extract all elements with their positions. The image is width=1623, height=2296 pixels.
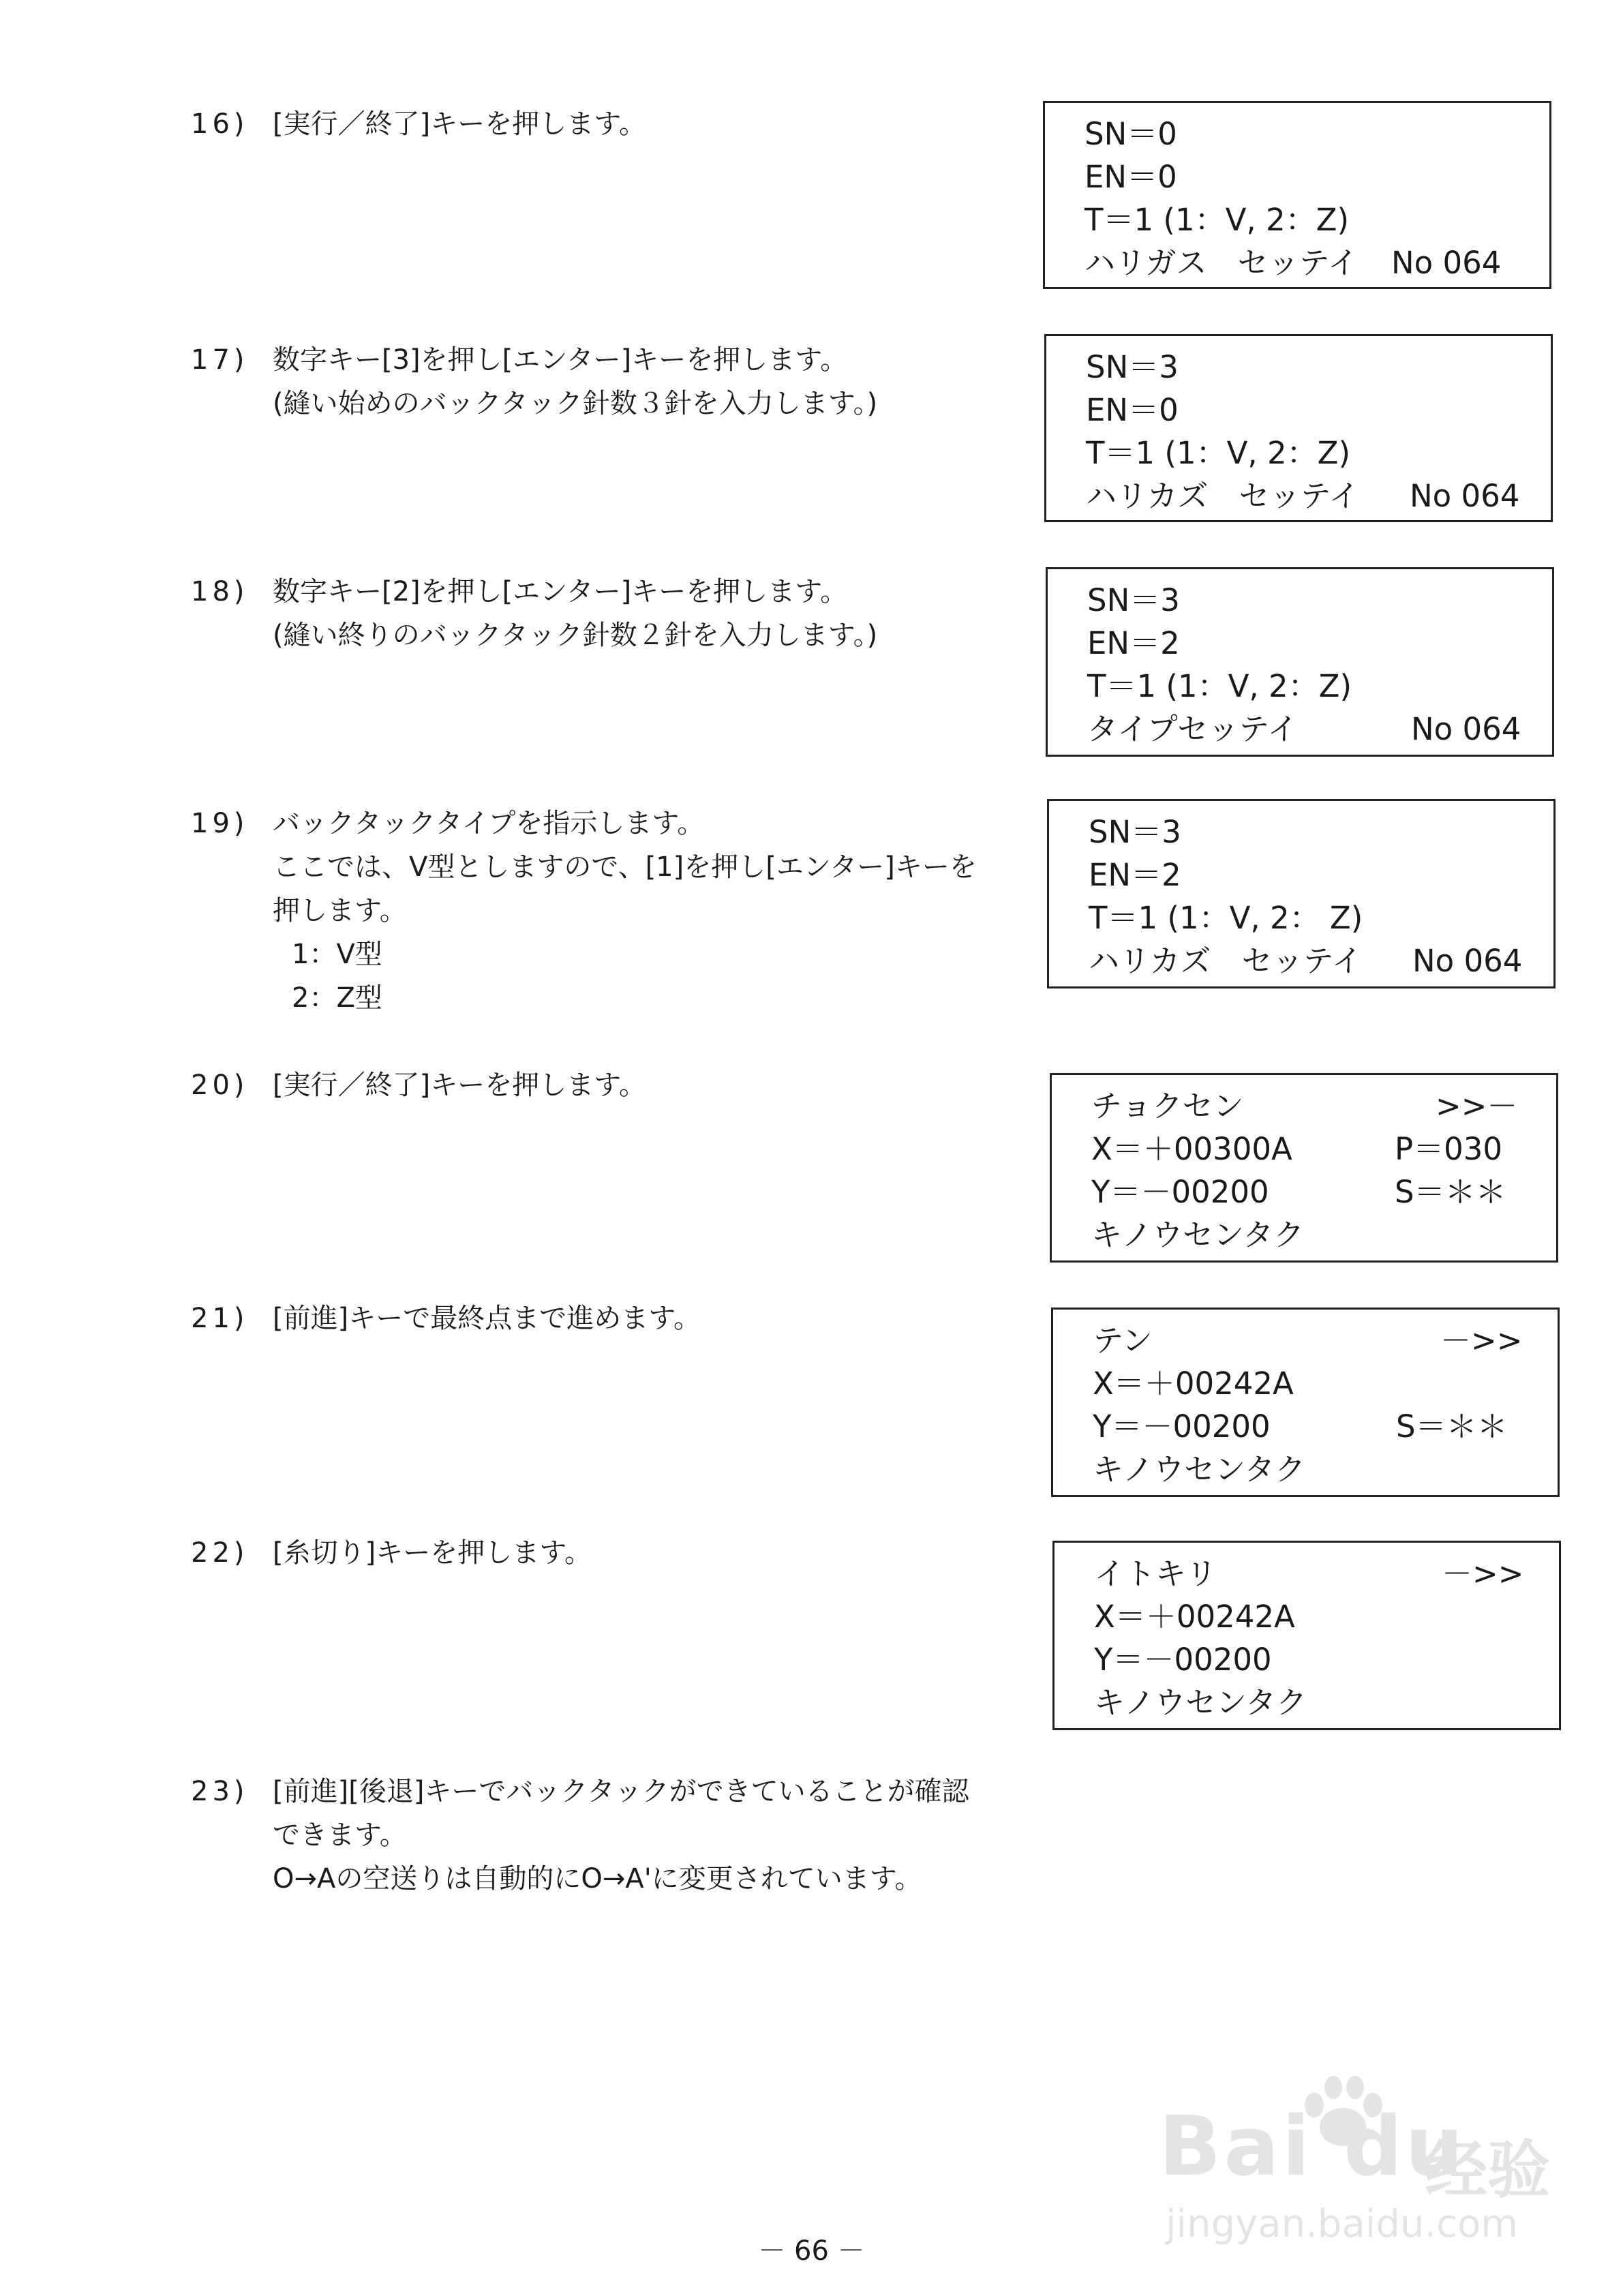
lcd-row (1089, 896, 1553, 939)
step-line: ここでは、V型としますので、[1]を押し[エンター]キーを (273, 851, 977, 883)
step-text (273, 802, 1029, 1020)
lcd-text: SN＝3 (1087, 582, 1180, 618)
lcd-row (1091, 1170, 1556, 1213)
lcd-row (1086, 346, 1551, 389)
lcd-text: X＝＋00242A (1093, 1365, 1294, 1402)
lcd-row (1094, 1595, 1559, 1638)
lcd-row (1087, 665, 1552, 708)
lcd-text: T＝1 (1：V, 2：Z) (1087, 668, 1352, 704)
step-line: [実行／終了]キーを押します。 (273, 108, 647, 140)
step-19 (191, 802, 1029, 1020)
option-v-type: 1：V型 (292, 939, 382, 970)
step-line: [糸切り]キーを押します。 (273, 1537, 592, 1569)
lcd-text: イトキリ (1094, 1556, 1217, 1592)
lcd-row (1086, 389, 1551, 432)
lcd-text: T＝1 (1：V, 2：Z) (1086, 435, 1351, 471)
step-line: (縫い始めのバックタック針数３針を入力します。) (273, 388, 878, 419)
lcd-text: SN＝3 (1089, 814, 1181, 850)
lcd-row (1094, 1638, 1559, 1681)
lcd-text: EN＝0 (1086, 392, 1179, 428)
lcd-indicator: >>－ (1436, 1088, 1518, 1124)
lcd-text: No 064 (1412, 943, 1523, 979)
lcd-text: No 064 (1410, 478, 1520, 514)
lcd-text: S＝＊＊ (1395, 1174, 1506, 1210)
lcd-text: チョクセン (1091, 1088, 1244, 1124)
lcd-text: Y＝－00200 (1093, 1408, 1271, 1445)
lcd-display-22 (1052, 1541, 1561, 1730)
lcd-text: X＝＋00242A (1094, 1599, 1295, 1635)
step-text (273, 570, 1029, 657)
lcd-row (1091, 1085, 1556, 1128)
step-number: 21) (191, 1303, 249, 1334)
lcd-display-19 (1047, 799, 1556, 988)
step-number: 19) (191, 808, 249, 839)
lcd-row (1086, 432, 1551, 474)
step-number: 16) (191, 108, 249, 140)
lcd-text: No 064 (1391, 245, 1502, 281)
lcd-text: Y＝－00200 (1094, 1642, 1272, 1678)
step-text (273, 1531, 1029, 1575)
step-22 (191, 1531, 1029, 1575)
page-number: － 66 － (758, 2235, 865, 2267)
lcd-text: P＝030 (1395, 1131, 1503, 1167)
step-line: 押します。 (273, 895, 407, 926)
lcd-row (1084, 112, 1549, 155)
watermark-brand: Bai du (1159, 2100, 1466, 2194)
lcd-text: No 064 (1411, 711, 1521, 747)
step-line: できます。 (273, 1819, 407, 1851)
step-20 (191, 1063, 1029, 1107)
lcd-text: タイプセッテイ (1087, 711, 1299, 747)
lcd-text: テン (1093, 1323, 1153, 1359)
lcd-text: SN＝3 (1086, 349, 1179, 385)
step-line: バックタックタイプを指示します。 (273, 808, 705, 839)
lcd-text: キノウセンタク (1093, 1451, 1306, 1487)
lcd-text: S＝＊＊ (1396, 1408, 1508, 1445)
step-line: [前進]キーで最終点まで進めます。 (273, 1303, 701, 1334)
lcd-row (1093, 1405, 1558, 1448)
step-number: 23) (191, 1776, 249, 1807)
watermark (1159, 2072, 1595, 2250)
lcd-text: Y＝－00200 (1091, 1174, 1269, 1210)
lcd-row (1093, 1319, 1558, 1362)
step-text (273, 102, 1029, 146)
lcd-row (1087, 622, 1552, 665)
step-text (273, 338, 1029, 425)
lcd-text: EN＝0 (1084, 159, 1177, 195)
lcd-text: T＝1 (1：V, 2：Z) (1084, 202, 1350, 238)
lcd-row (1091, 1213, 1556, 1256)
step-line: (縫い終りのバックタック針数２針を入力します。) (273, 620, 878, 651)
step-number: 22) (191, 1537, 249, 1569)
lcd-display-21 (1051, 1308, 1560, 1497)
lcd-row (1093, 1362, 1558, 1405)
watermark-url: jingyan.baidu.com (1166, 2202, 1518, 2246)
lcd-text: T＝1 (1：V, 2： Z) (1089, 900, 1363, 936)
step-number: 17) (191, 344, 249, 376)
lcd-row (1087, 708, 1552, 751)
lcd-text: EN＝2 (1089, 857, 1181, 893)
lcd-display-20 (1050, 1073, 1558, 1263)
step-line: 数字キー[3]を押し[エンター]キーを押します。 (273, 344, 848, 376)
step-number: 18) (191, 576, 249, 607)
step-number: 20) (191, 1070, 249, 1101)
watermark-cn: 经验 (1425, 2134, 1551, 2207)
lcd-text: EN＝2 (1087, 625, 1180, 661)
lcd-row (1086, 474, 1551, 517)
lcd-text: キノウセンタク (1094, 1685, 1307, 1721)
lcd-indicator: －>> (1440, 1323, 1523, 1359)
step-text (273, 1297, 1029, 1340)
lcd-text: ハリガス セッテイ (1084, 245, 1359, 281)
lcd-display-16 (1043, 101, 1551, 289)
lcd-display-18 (1046, 567, 1554, 757)
lcd-display-17 (1044, 334, 1553, 522)
lcd-row (1084, 155, 1549, 198)
step-21 (191, 1297, 1029, 1340)
step-18 (191, 570, 1029, 657)
lcd-row (1094, 1552, 1559, 1595)
lcd-text: ハリカズ セッテイ (1086, 478, 1360, 514)
step-16 (191, 102, 1029, 146)
lcd-text: キノウセンタク (1091, 1217, 1305, 1253)
step-17 (191, 338, 1029, 425)
lcd-row (1089, 854, 1553, 896)
lcd-row (1084, 198, 1549, 241)
lcd-text: X＝＋00300A (1091, 1131, 1292, 1167)
step-line: O→Aの空送りは自動的にO→A'に変更されています。 (273, 1863, 922, 1894)
lcd-row (1087, 579, 1552, 622)
step-line: 数字キー[2]を押し[エンター]キーを押します。 (273, 576, 848, 607)
lcd-row (1094, 1681, 1559, 1724)
lcd-row (1091, 1128, 1556, 1170)
lcd-row (1089, 939, 1553, 982)
step-text (273, 1063, 1029, 1107)
step-text (273, 1770, 1029, 1901)
lcd-row (1089, 811, 1553, 854)
step-23 (191, 1770, 1029, 1901)
lcd-text: SN＝0 (1084, 116, 1177, 152)
lcd-text: ハリカズ セッテイ (1089, 943, 1363, 979)
lcd-row (1093, 1448, 1558, 1491)
lcd-indicator: －>> (1442, 1556, 1524, 1592)
lcd-row (1084, 241, 1549, 284)
step-line: [前進][後退]キーでバックタックができていることが確認 (273, 1776, 969, 1807)
option-z-type: 2：Z型 (292, 982, 382, 1014)
step-line: [実行／終了]キーを押します。 (273, 1070, 647, 1101)
